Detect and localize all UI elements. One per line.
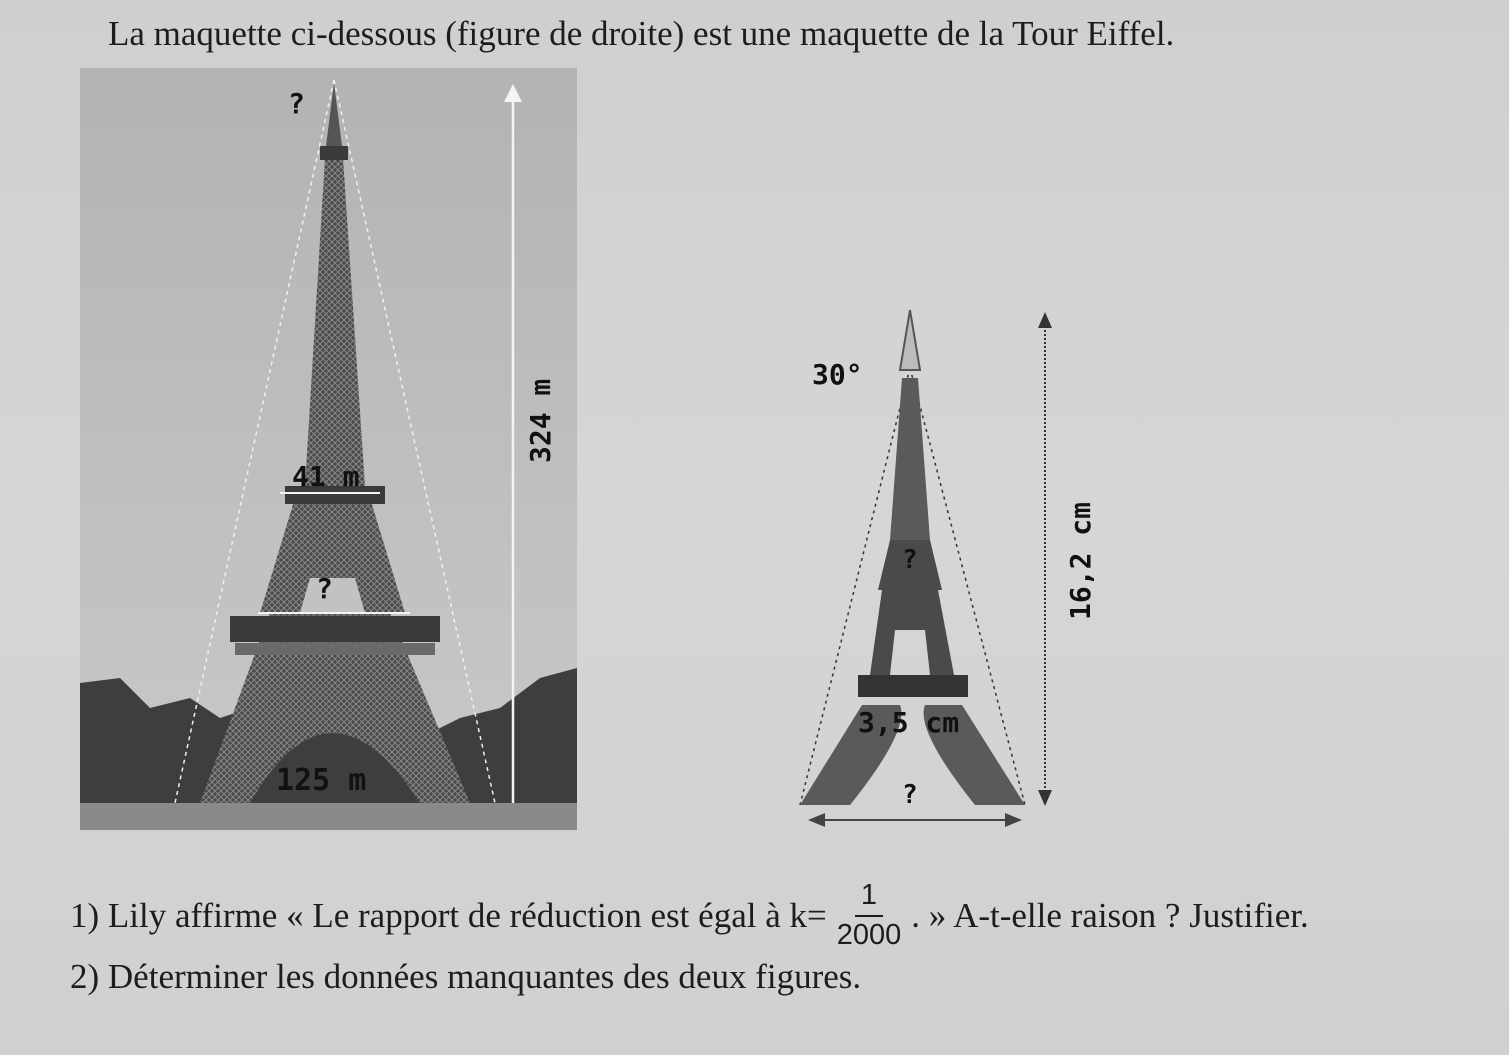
right-mid-label: ? [902,545,918,575]
eiffel-tower-model [790,300,1097,845]
right-height-label: 16,2 cm [1064,501,1097,620]
left-height-label: 324 m [524,378,557,463]
left-mid-label: ? [316,572,333,605]
intro-text: La maquette ci-dessous (figure de droite) est une maquette de la Tour Eiffel. [108,14,1175,53]
left-top-label: ? [288,87,305,120]
question-2: 2) Déterminer les données manquantes des deux figures. [70,957,862,996]
question-1 [70,880,1309,952]
fraction-numerator: 1 [855,880,883,917]
question-1-prefix: 1) Lily affirme « Le rapport de réduction est égal à k= [70,895,827,935]
question-1-suffix: . » A-t-elle raison ? Justifier. [911,895,1309,935]
eiffel-tower-photo [80,68,580,838]
right-angle-label: 30° [812,358,863,391]
right-base-label: ? [902,780,918,810]
fraction-denominator: 2000 [836,918,902,951]
left-platform-label: 41 m [292,460,360,493]
left-base-label: 125 m [276,763,367,798]
fraction [831,880,908,952]
right-platform-label: 3,5 cm [858,706,960,739]
